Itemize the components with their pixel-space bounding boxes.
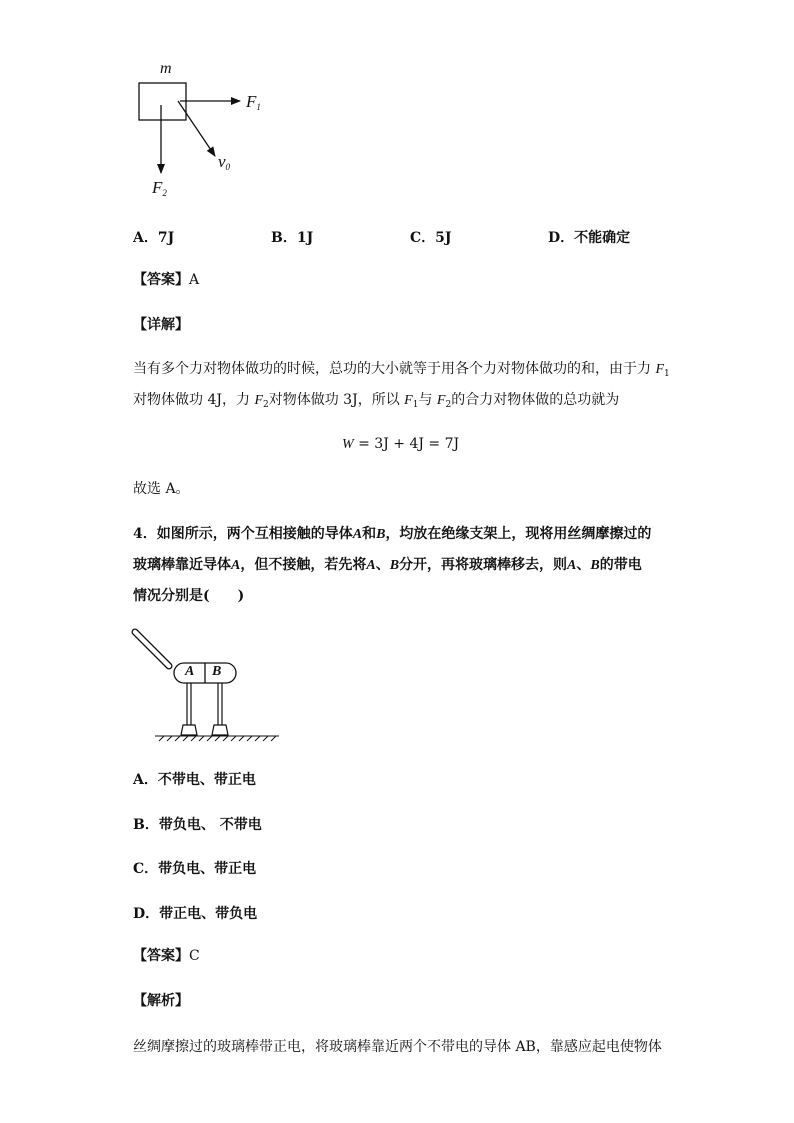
force-diagram	[120, 55, 280, 205]
stand-right	[212, 683, 228, 735]
q4-stem-line2: 玻璃棒靠近导体A，但不接触，若先将A、B分开，再将玻璃棒移去，则A、B的带电	[133, 557, 642, 573]
force-diagram-svg	[120, 55, 280, 205]
q4-stem-line3: 情况分别是( )	[133, 588, 245, 604]
v0-label: $v_0$	[218, 152, 231, 172]
q3-option-c: C．5J	[410, 230, 452, 246]
glass-rod	[135, 632, 169, 666]
q3-explain-line2: 对物体做功 4J，力 $F_2$对物体做功 3J，所以 $F_1$与 $F_2$的合力对物体做的总功就为	[133, 392, 620, 410]
q4-answer-value: C	[189, 948, 200, 964]
q4-analysis-line1: 丝绸摩擦过的玻璃棒带正电，将玻璃棒靠近两个不带电的导体 AB，靠感应起电使物体	[133, 1039, 662, 1055]
q3-option-d: D．不能确定	[548, 230, 631, 246]
ground	[155, 736, 279, 741]
q3-detail-label: 【详解】	[133, 317, 189, 333]
q4-answer-label: 【答案】	[133, 948, 189, 964]
conductor-b-label: B	[212, 664, 222, 679]
q4-analysis-label: 【解析】	[133, 993, 189, 1009]
q4-stem-line1: 4．如图所示，两个互相接触的导体A和B，均放在绝缘支架上，现将用丝绸摩擦过的	[133, 526, 652, 542]
stand-left	[181, 683, 197, 735]
conductor-a-label: A	[185, 664, 195, 679]
q3-conclusion: 故选 A。	[133, 481, 190, 497]
q3-explain-line1: 当有多个力对物体做功的时候，总功的大小就等于用各个力对物体做功的和，由于力 $F_1$	[133, 361, 670, 379]
q3-option-b: B．1J	[271, 230, 314, 246]
q3-formula: W = 3J + 4J = 7J	[342, 436, 460, 452]
q4-answer	[133, 946, 200, 966]
mass-label: m	[160, 60, 172, 77]
q3-answer	[133, 270, 199, 290]
q3-option-a: A．7J	[133, 230, 175, 246]
q4-option-a: A．不带电、带正电	[133, 772, 256, 788]
q3-answer-label: 【答案】	[133, 272, 189, 288]
f1-label: $F_1$	[246, 92, 261, 112]
conductor-diagram	[125, 625, 285, 745]
conductor-diagram-svg	[125, 625, 285, 745]
f2-label: $F_2$	[152, 178, 167, 198]
q4-option-b: B．带负电、 不带电	[133, 817, 262, 833]
v0-arrow	[178, 101, 215, 156]
q3-answer-value: A	[189, 272, 200, 288]
q4-option-d: D．带正电、带负电	[133, 906, 258, 922]
q4-option-c: C．带负电、带正电	[133, 861, 257, 877]
